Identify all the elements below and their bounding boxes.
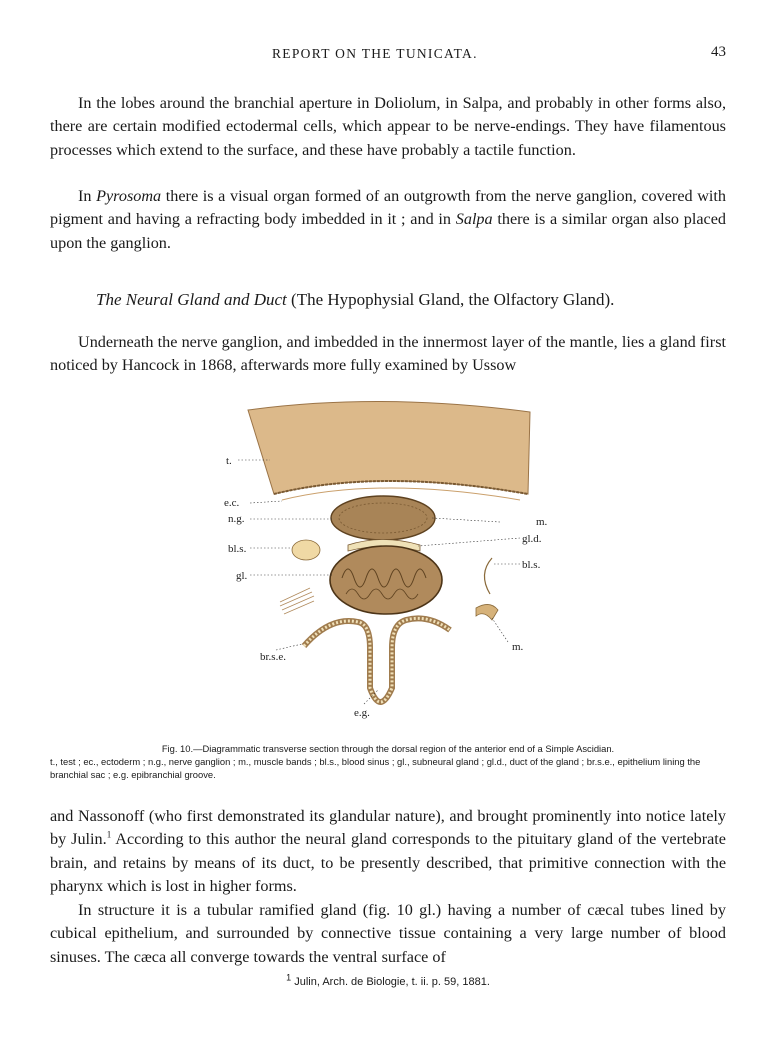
- label-blood-sinus-left: bl.s.: [228, 543, 247, 555]
- section-heading-rest: (The Hypophysial Gland, the Olfactory Gland).: [286, 290, 615, 309]
- paragraph-4: [50, 805, 726, 899]
- footnote-mark: 1: [286, 972, 292, 983]
- nerve-ganglion: [331, 496, 435, 540]
- blood-sinus-left: [292, 540, 320, 560]
- paragraph-2-text: there is a visual organ formed of an outgrowth from the nerve ganglion, covered with pigment and having a refracting body imbedded in it ; and in: [50, 187, 726, 229]
- figure-10-drawing: [210, 398, 550, 728]
- page-number: 43: [711, 44, 726, 60]
- label-nerve-ganglion: n.g.: [228, 513, 245, 525]
- genus-salpa: Salpa: [455, 210, 493, 229]
- label-muscle-lower: m.: [512, 641, 524, 653]
- muscle-band-lower-right: [476, 604, 498, 620]
- caption-line-1: Fig. 10.—Diagrammatic transverse section through the dorsal region of the anterior end of a Simple Ascidian.: [161, 743, 615, 754]
- running-title: REPORT ON THE TUNICATA.: [272, 46, 478, 61]
- label-gland: gl.: [236, 570, 248, 582]
- label-ectoderm: e.c.: [224, 497, 240, 509]
- figure-10: [210, 398, 550, 728]
- paragraph-2-text: In: [78, 187, 97, 205]
- label-epibranchial-groove: e.g.: [354, 707, 370, 719]
- section-heading: [96, 290, 614, 310]
- caption-line-2: t., test ; ec., ectoderm ; n.g., nerve ganglion ; m., muscle bands ; bl.s., blood sinus ; gl., subneural gland ; gl.d., duct of the gland ; br.s.e., epithelium lining the branchial sac ; e.g. epibranchial groove.: [50, 756, 701, 780]
- label-muscle-upper: m.: [536, 516, 548, 528]
- paragraph-1: In the lobes around the branchial aperture in Doliolum, in Salpa, and probably in other forms also, there are certain modified ectodermal cells, which appear to be nerve-endings. They have filamentous processes which extend to the surface, and these have probably a tactile function.: [50, 94, 726, 159]
- footnote-reference[interactable]: 1: [106, 830, 112, 841]
- footnote-text: Julin, Arch. de Biologie, t. ii. p. 59, 1881.: [291, 976, 490, 988]
- subneural-gland: [330, 546, 442, 614]
- label-blood-sinus-right: bl.s.: [522, 559, 541, 571]
- paragraph-5: In structure it is a tubular ramified gland (fig. 10 gl.) having a number of cæcal tubes lined by cubical epithelium, and surrounded by connective tissue containing a very large number of blood sinuses. The cæca all converge towards the ventral surface of: [50, 901, 726, 966]
- figure-caption: [50, 742, 726, 781]
- branchial-epithelium: [304, 618, 450, 702]
- section-heading-italic: The Neural Gland and Duct: [96, 290, 287, 309]
- label-branchial-epithelium: br.s.e.: [260, 651, 286, 663]
- paragraph-2-text: there is a similar organ also placed upon the ganglion.: [50, 210, 726, 252]
- muscle-bands-left: [280, 588, 314, 614]
- label-gland-duct: gl.d.: [522, 533, 542, 545]
- footnote: [0, 972, 776, 988]
- paragraph-4-text: According to this author the neural gland corresponds to the pituitary gland of the vertebrate brain, and retains by means of its duct, to be presently described, that primitive connection with the pharynx which is lost in higher forms.: [50, 830, 726, 896]
- genus-pyrosoma: Pyrosoma: [96, 187, 162, 205]
- blood-sinus-right: [484, 558, 492, 594]
- paragraph-3: Underneath the nerve ganglion, and imbedded in the innermost layer of the mantle, lies a gland first noticed by Hancock in 1868, afterwards more fully examined by Ussow: [50, 333, 726, 375]
- paragraph-2: [50, 185, 726, 255]
- paragraph-4-text: and Nassonoff (who first demonstrated its glandular nature), and brought prominently into notice lately by Julin.: [50, 807, 726, 849]
- label-test: t.: [226, 455, 232, 467]
